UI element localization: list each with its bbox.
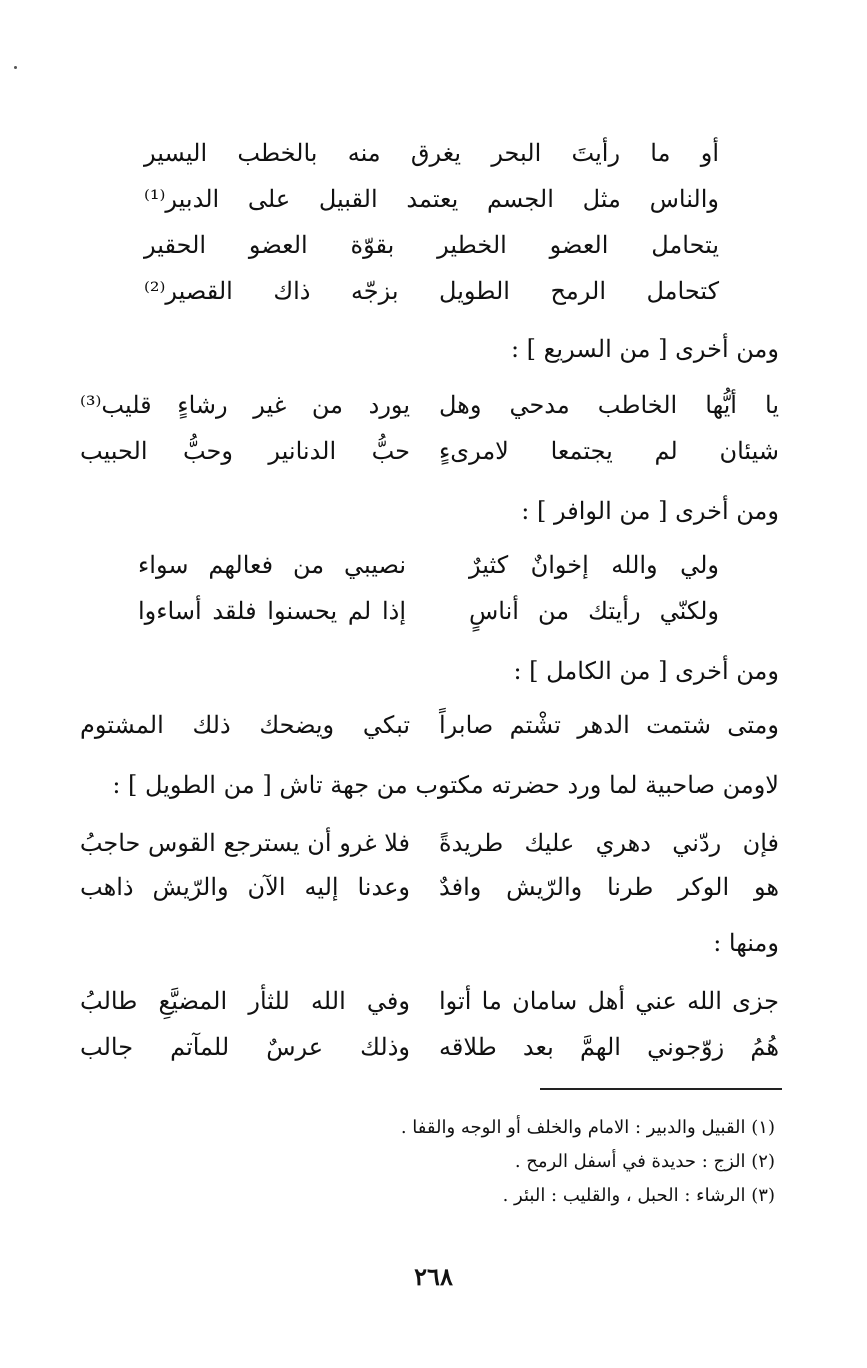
hemistich-first: هو الوكر طرنا والرّيش وافدٌ (439, 873, 779, 901)
hemistich-first: هُمُ زوّجوني الهمَّ بعد طلاقه (439, 1033, 779, 1061)
verse-line: والناس مثل الجسم يعتمد القبيل على الدبير⁽¹⁾ (144, 185, 719, 213)
hemistich-second: إذا لم يحسنوا فلقد أساءوا (138, 597, 406, 625)
hemistich-second: وفي الله للثأر المضيَّعِ طالبُ (80, 987, 410, 1015)
footnote: (٣) الرشاء : الحبل ، والقليب : البئر . (502, 1185, 775, 1206)
hemistich-second: يورد من غير رشاءٍ قليب⁽³⁾ (80, 391, 410, 419)
hemistich-second: نصيبي من فعالهم سواء (138, 551, 406, 579)
footnote-divider (540, 1088, 782, 1090)
verse-line: يتحامل العضو الخطير بقوّة العضو الحقير (144, 231, 719, 259)
verse-line: كتحامل الرمح الطويل بزجّه ذاك القصير⁽²⁾ (144, 277, 719, 305)
section-heading: ومن أخرى [ من السريع ] : (510, 335, 779, 363)
footnote: (٢) الزج : حديدة في أسفل الرمح . (514, 1151, 775, 1172)
section-heading: لاومن صاحبية لما ورد حضرته مكتوب من جهة تاش [ من الطويل ] : (112, 771, 779, 799)
hemistich-first: شيئان لم يجتمعا لامرىءٍ (439, 437, 779, 465)
page-number: ٢٦٨ (414, 1262, 453, 1291)
hemistich-first: يا أيُّها الخاطب مدحي وهل (439, 391, 779, 419)
hemistich-first: ولي والله إخوانٌ كثيرٌ (469, 551, 719, 579)
hemistich-second: وعدنا إليه الآن والرّيش ذاهب (80, 873, 410, 901)
hemistich-second: تبكي ويضحك ذلك المشتوم (80, 711, 410, 739)
hemistich-second: حبُّ الدنانير وحبُّ الحبيب (80, 437, 410, 465)
hemistich-first: ومتى شتمت الدهر تشْتم صابراً (439, 711, 779, 739)
section-heading: ومنها : (713, 929, 779, 957)
hemistich-second: وذلك عرسٌ للمآتم جالب (80, 1033, 410, 1061)
footnote: (١) القبيل والدبير : الامام والخلف أو الوجه والقفا . (400, 1117, 775, 1138)
hemistich-second: فلا غرو أن يسترجع القوس حاجبُ (79, 829, 410, 857)
hemistich-first: فإن ردّني دهري عليك طريدةً (439, 829, 779, 857)
scan-speck (14, 66, 17, 69)
hemistich-first: جزى الله عني أهل سامان ما أتوا (439, 987, 779, 1015)
verse-line: أو ما رأيتَ البحر يغرق منه بالخطب اليسير (144, 139, 719, 167)
hemistich-first: ولكنّي رأيتك من أناسٍ (469, 597, 719, 625)
section-heading: ومن أخرى [ من الوافر ] : (521, 497, 779, 525)
section-heading: ومن أخرى [ من الكامل ] : (513, 657, 779, 685)
